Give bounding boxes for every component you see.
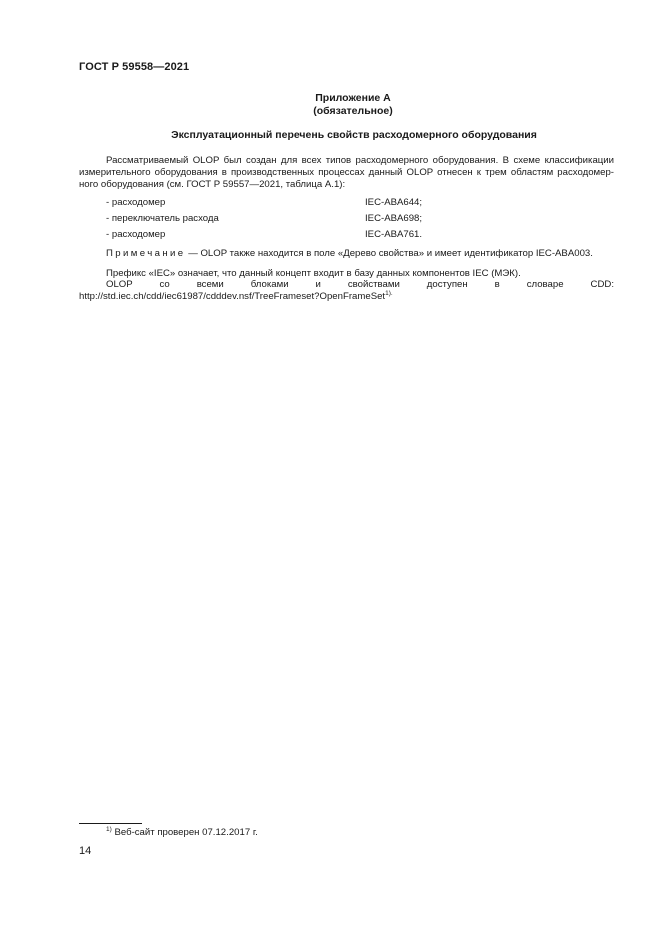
footnote [106,827,258,838]
olop-paragraph [79,279,614,303]
note [106,248,593,259]
footnote-divider [79,823,142,824]
area-list [106,197,526,245]
list-item [106,197,526,213]
annex-heading: Эксплуатационный перечень свойств расходомерного оборудования [171,129,537,141]
list-item-code: IEC-ABA644; [365,197,423,208]
footnote-text: Веб-сайт проверен 07.12.2017 г. [111,827,258,838]
page-number: 14 [79,845,92,857]
list-item [106,229,526,245]
intro-text: Рассматриваемый OLOP был создан для всех типов расходомерного оборудования. В схеме классификации измерительного оборудования в производственных процессах данный OLOP отнесен к трем областям расходомер-ного оборудования (см. ГОСТ Р 59557—2021, таблица А.1): [79,155,614,190]
list-item [106,213,526,229]
list-item-code: IEC-ABA698; [365,213,423,224]
annex-status: (обязательное) [313,105,393,117]
list-item-name: - переключатель расхода [106,213,219,224]
list-item-code: IEC-ABA761. [365,229,423,240]
prefix-paragraph: Префикс «IEC» означает, что данный концепт входит в базу данных компонентов IEC (МЭК). [106,268,521,279]
footnote-marker: 1) [106,826,112,833]
annex-title: Приложение А [315,92,391,104]
annex-header [200,92,506,118]
note-text: — OLOP также находится в поле «Дерево свойства» и имеет идентификатор IEC-ABA003. [185,248,593,259]
note-label: Примечание [106,248,186,259]
footnote-ref: 1). [385,290,393,297]
intro-paragraph [79,155,614,191]
list-item-name: - расходомер [106,229,166,240]
document-id: ГОСТ Р 59558—2021 [79,61,190,73]
list-item-name: - расходомер [106,197,166,208]
olop-text[interactable]: OLOP со всеми блоками и свойствами доступен в словаре CDD: http://std.iec.ch/cdd/iec61987/cdddev.nsf/TreeFrameset?OpenFrameSet [79,279,614,302]
